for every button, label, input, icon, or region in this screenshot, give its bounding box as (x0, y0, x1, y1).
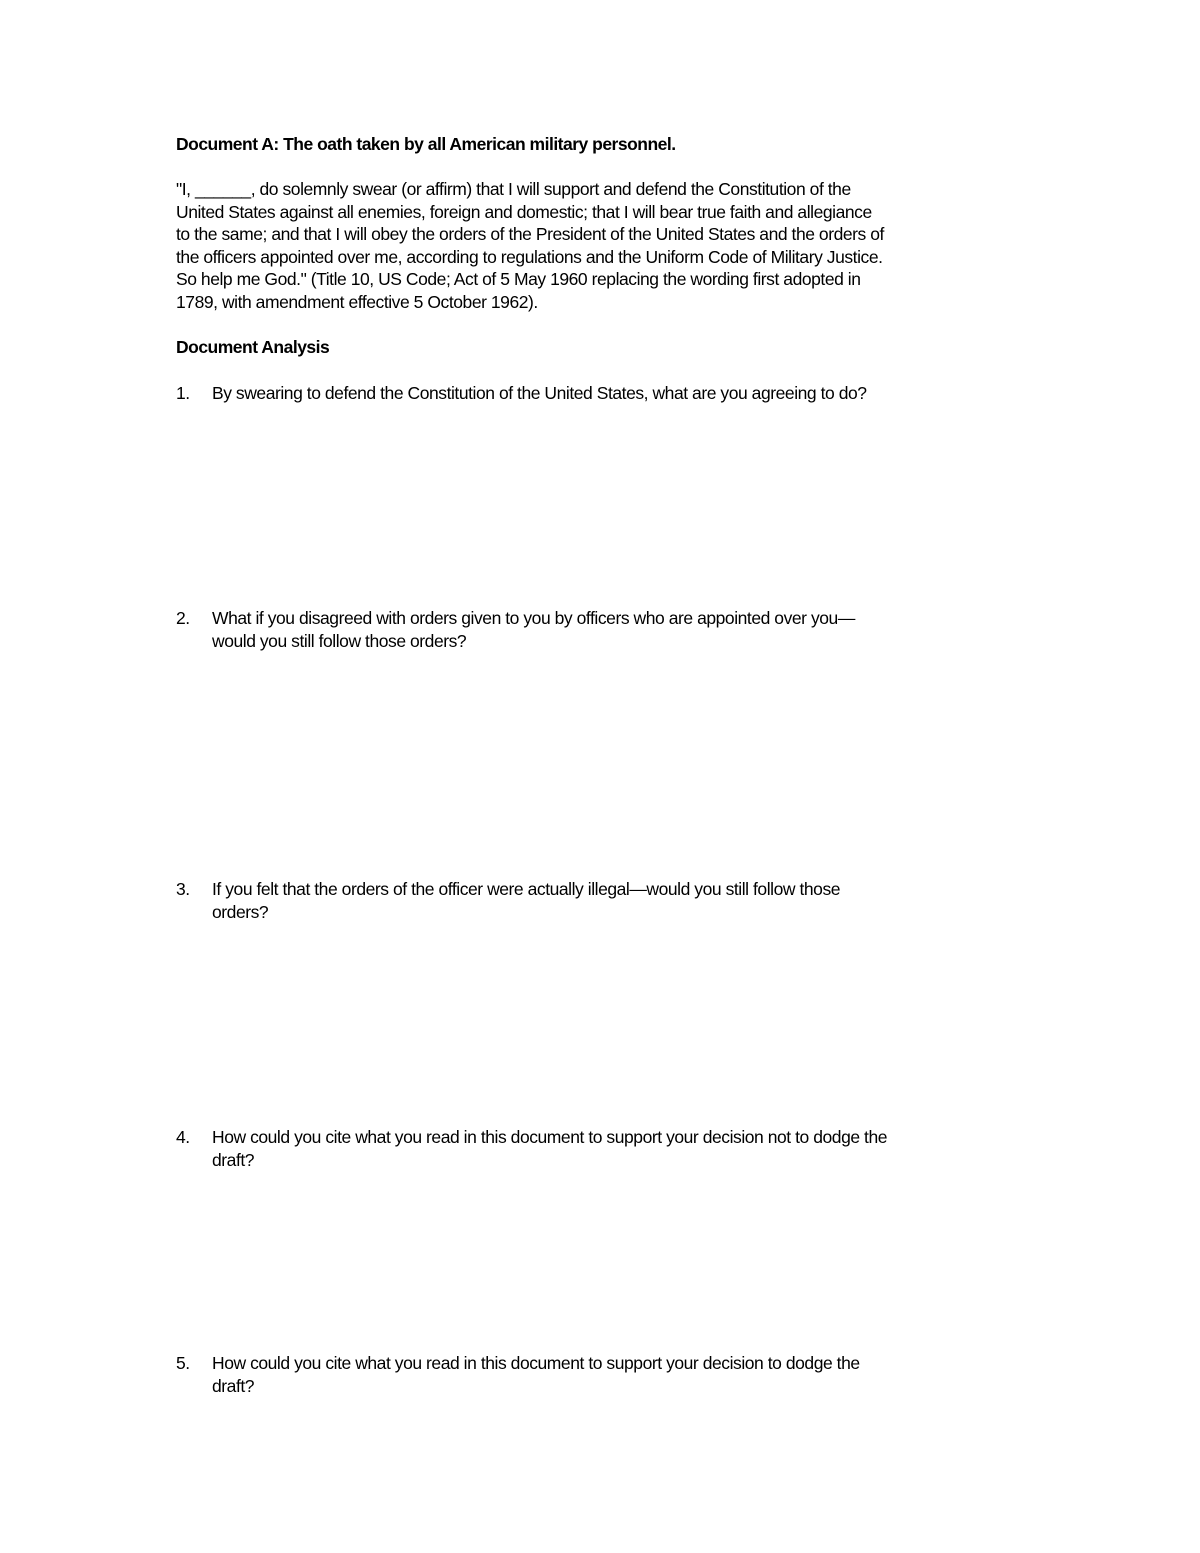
question-number: 4. (176, 1127, 190, 1147)
question-line: draft? (212, 1150, 255, 1170)
oath-line: "I, ______, do solemnly swear (or affirm) that I will support and defend the Constitution of the (176, 179, 851, 199)
question-line: How could you cite what you read in this document to support your decision to dodge the (212, 1353, 860, 1373)
oath-line: to the same; and that I will obey the orders of the President of the United States and the orders of (176, 224, 884, 245)
question-line: What if you disagreed with orders given to you by officers who are appointed over you— (212, 608, 855, 628)
document-title: Document A: The oath taken by all American military personnel. (176, 134, 676, 154)
question-number: 2. (176, 608, 190, 628)
question-text (212, 1352, 1032, 1398)
oath-line: the officers appointed over me, according to regulations and the Uniform Code of Military Justice. (176, 246, 883, 267)
question-number: 5. (176, 1353, 190, 1373)
oath-paragraph (176, 178, 1036, 314)
question-text (212, 1126, 1032, 1172)
question-text (212, 382, 1032, 405)
question-text (212, 607, 1032, 653)
question-text (212, 878, 1032, 924)
question-line: If you felt that the orders of the officer were actually illegal—would you still follow those (212, 879, 841, 899)
question-line: would you still follow those orders? (212, 631, 467, 651)
oath-line: So help me God." (Title 10, US Code; Act of 5 May 1960 replacing the wording first adopted in (176, 269, 861, 290)
question-number: 3. (176, 879, 190, 899)
question-line: By swearing to defend the Constitution of the United States, what are you agreeing to do? (212, 383, 867, 403)
oath-line: United States against all enemies, foreign and domestic; that I will bear true faith and allegiance (176, 201, 872, 222)
question-number: 1. (176, 383, 190, 403)
question-line: How could you cite what you read in this document to support your decision not to dodge the (212, 1127, 888, 1147)
oath-line: 1789, with amendment effective 5 October 1962). (176, 291, 538, 312)
question-line: draft? (212, 1376, 255, 1396)
question-line: orders? (212, 902, 269, 922)
analysis-heading: Document Analysis (176, 337, 330, 357)
